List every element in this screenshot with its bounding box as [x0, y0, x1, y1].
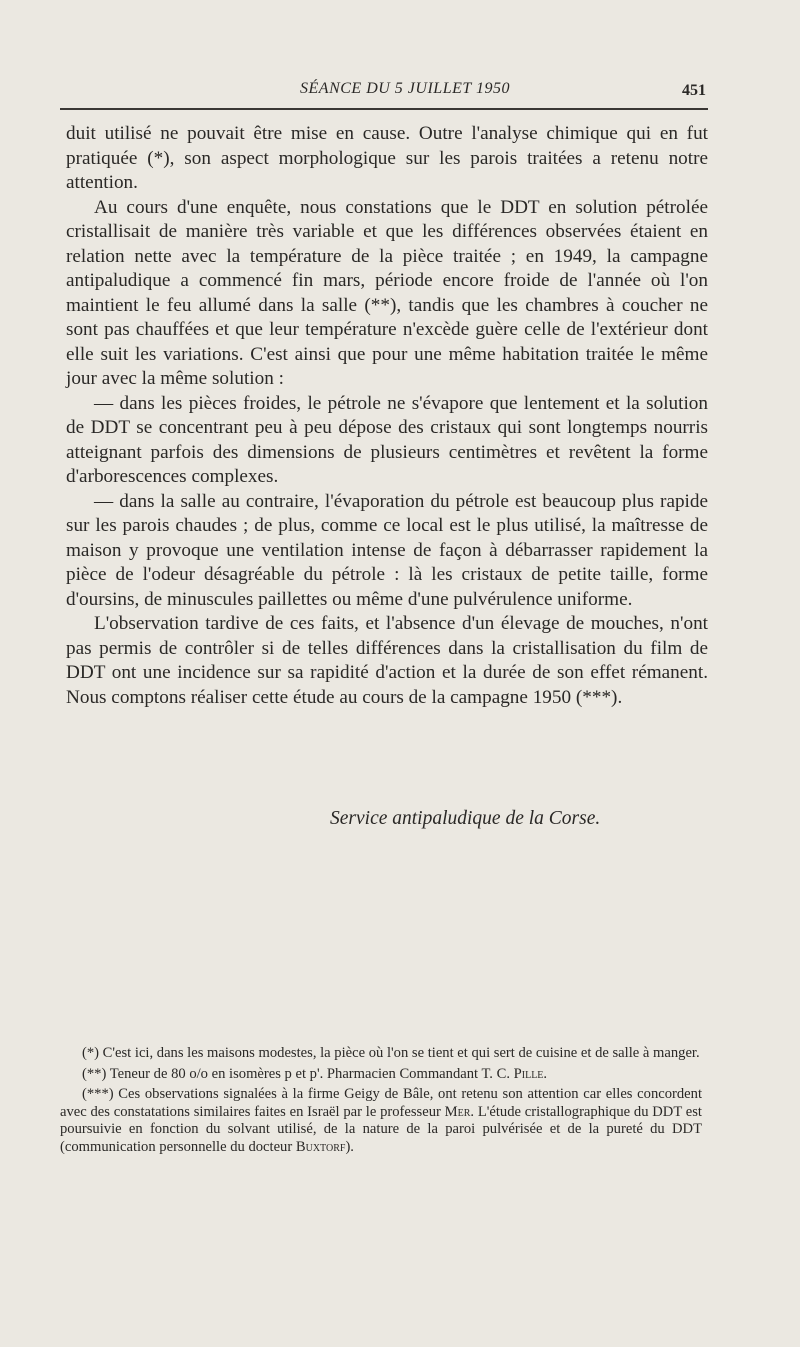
footnotes — [60, 1045, 702, 1159]
signature: Service antipaludique de la Corse. — [330, 808, 601, 829]
footnote-3-text-b: . L'étude cristallographique du DDT est poursuivie en fonction du solvant utilisé, de la nature de la paroi pulvérisée et de la pureté du DDT (communication personnelle du docteur — [60, 1103, 702, 1155]
header-rule — [60, 108, 708, 110]
footnote-1: (*) C'est ici, dans les maisons modestes, la pièce où l'on se tient et qui sert de cuisine et de salle à manger. — [82, 1045, 700, 1061]
footnote-2-name: Pille. — [513, 1065, 548, 1082]
footnote-3 — [60, 1086, 702, 1156]
paragraph: Au cours d'une enquête, nous constations que le DDT en solution pétrolée cristallisait de manière très variable et que les différences observées étaient en relation nette avec la température de la pièce traitée ; en 1949, la campagne antipaludique a commencé fin mars, période encore froide de l'année où l'on maintient le feu allumé dans la salle (**), tandis que les chambres à coucher ne sont pas chauffées et que leur température n'excède guère celle de l'extérieur dont elle suit les variations. C'est ainsi que pour une même habitation traitée le même jour avec la même solution : — [66, 196, 708, 389]
paragraph: duit utilisé ne pouvait être mise en cause. Outre l'analyse chimique qui en fut pratiquée (*), son aspect morphologique sur les parois traitées a retenu notre attention. — [66, 123, 708, 193]
paragraph: L'observation tardive de ces faits, et l'absence d'un élevage de mouches, n'ont pas permis de contrôler si de telles différences dans la cristallisation du film de DDT ont une incidence sur sa rapidité d'action et la durée de son effet rémanent. Nous comptons réaliser cette étude au cours de la campagne 1950 (***). — [66, 613, 708, 708]
footnote-2-text: (**) Teneur de 80 o/o en isomères p et p'. Pharmacien Commandant T. C. — [82, 1065, 510, 1082]
footnote-3-text-a: (***) Ces observations signalées à la firme Geigy de Bâle, ont retenu son attention car elles concordent avec des constatations similaires faites en Israël par le professeur — [60, 1086, 702, 1120]
paragraph: — dans la salle au contraire, l'évaporation du pétrole est beaucoup plus rapide sur les parois chaudes ; de plus, comme ce local est le plus utilisé, la maîtresse de maison y provoque une ventilation intense de façon à débarrasser rapidement la pièce de l'odeur désagréable du pétrole : là les cristaux de petite taille, forme d'oursins, de minuscules paillettes ou même d'une pulvérulence uniforme. — [66, 490, 708, 610]
footnote-3-text-c: ). — [345, 1138, 354, 1155]
footnote-3-name-2: Buxtorf — [295, 1138, 346, 1155]
main-text — [66, 122, 708, 710]
page-number: 451 — [682, 82, 706, 99]
footnote-2 — [60, 1066, 702, 1084]
running-title: SÉANCE DU 5 JUILLET 1950 — [300, 80, 510, 97]
paragraph: — dans les pièces froides, le pétrole ne s'évapore que lentement et la solution de DDT se concentrant peu à peu dépose des cristaux qui sont longtemps nourris atteignant parfois des dimensions de plusieurs centimètres et revêtent la forme d'arborescences complexes. — [66, 392, 708, 487]
footnote-3-name-1: Mer — [444, 1103, 471, 1120]
